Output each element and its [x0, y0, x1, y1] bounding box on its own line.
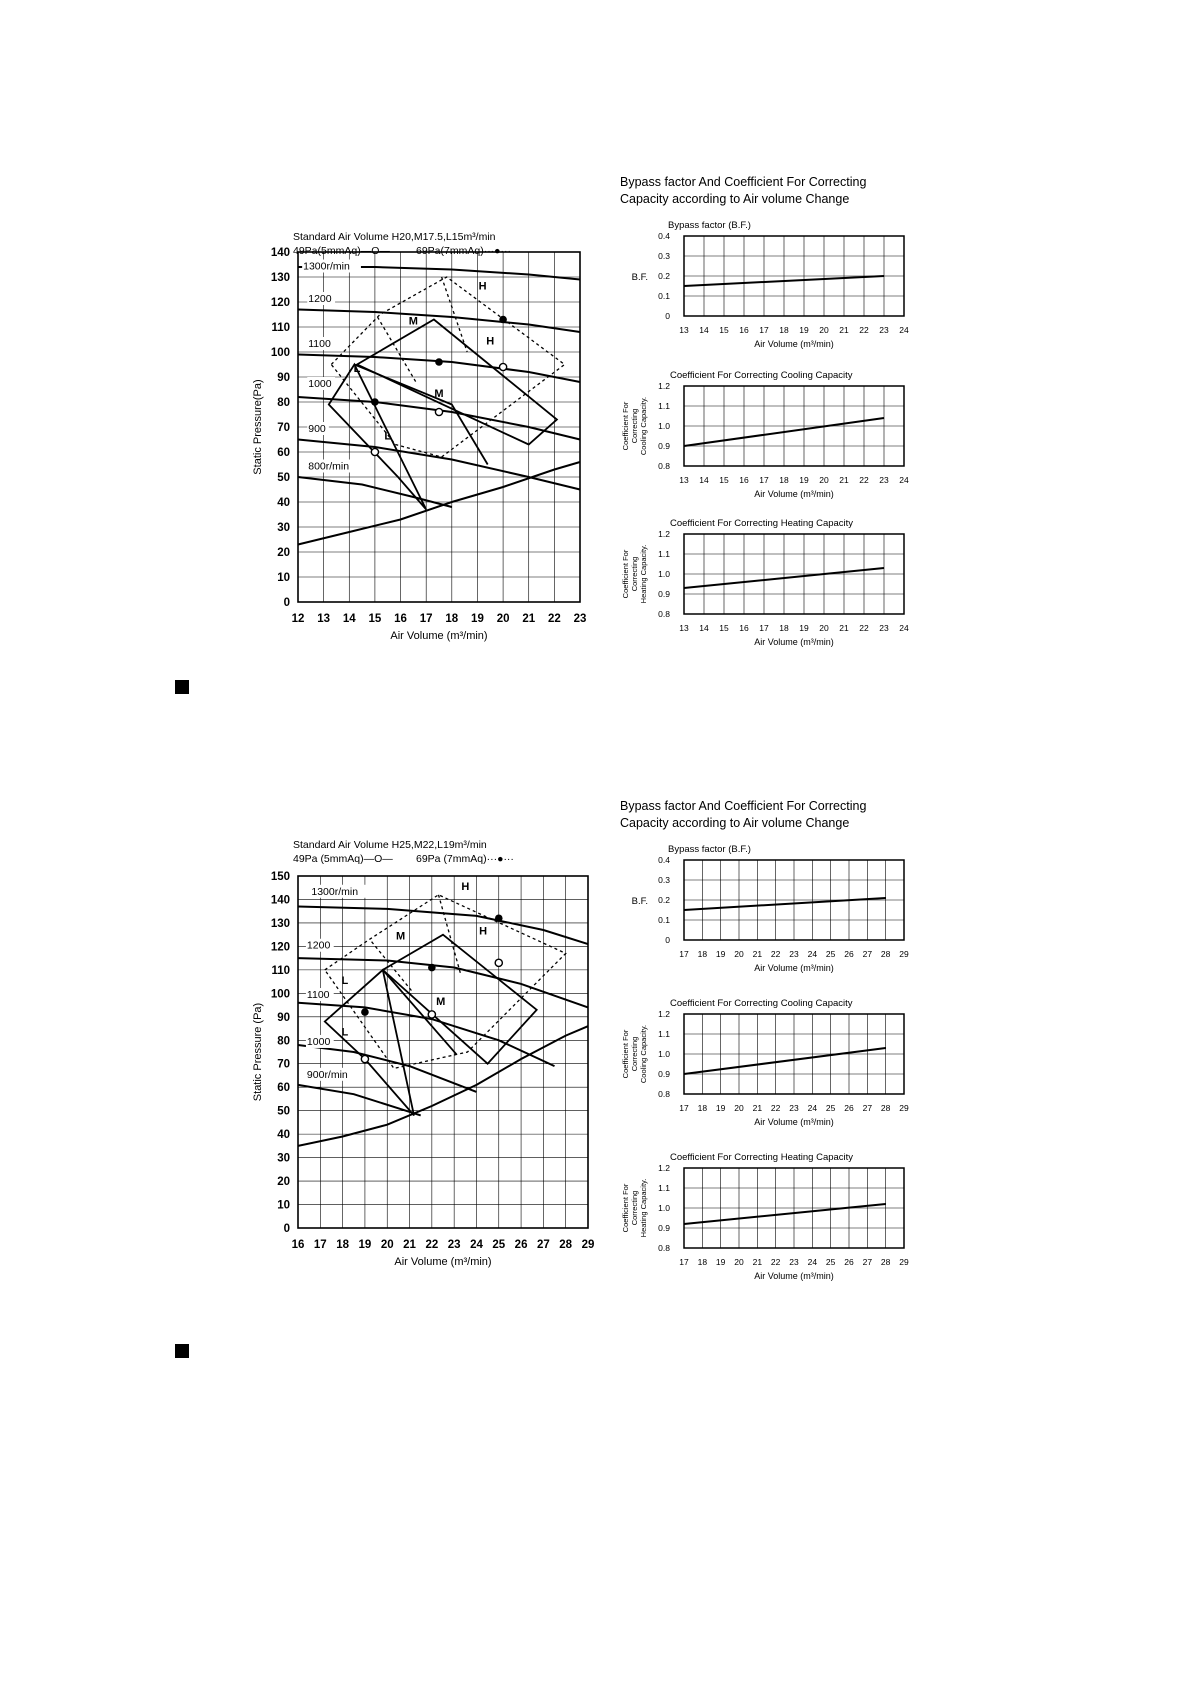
y-axis-label-line: Correcting	[630, 1036, 639, 1072]
series-line	[684, 1048, 886, 1074]
x-tick-label: 18	[697, 1257, 708, 1267]
fan-speed-curve	[298, 310, 580, 333]
x-tick-label: 17	[679, 1257, 689, 1267]
x-axis-label: Air Volume (m³/min)	[754, 1271, 834, 1281]
y-tick-label: 1.2	[658, 1163, 670, 1173]
y-tick-label: 90	[277, 372, 290, 384]
speed-label: 1000	[308, 378, 332, 390]
y-tick-label: 1.2	[658, 1009, 670, 1019]
legend-standard-air-volume: Standard Air Volume H20,M17.5,L15m³/min	[293, 231, 496, 243]
legend-49pa: 49Pa (5mmAq)—O—	[293, 853, 393, 865]
point-69pa	[499, 316, 507, 324]
y-axis-label-line: Heating Capacity.	[639, 544, 648, 604]
x-tick-label: 19	[471, 613, 484, 625]
x-tick-label: 18	[779, 325, 789, 335]
y-tick-label: 0.9	[658, 589, 670, 599]
x-tick-label: 22	[425, 1239, 439, 1251]
x-tick-label: 24	[807, 1103, 818, 1113]
y-tick-label: 40	[277, 1129, 290, 1142]
operating-region-solid	[325, 970, 414, 1116]
x-tick-label: 28	[559, 1239, 573, 1251]
region-label: H	[461, 881, 470, 894]
x-tick-label: 25	[492, 1239, 506, 1251]
point-69pa	[361, 1008, 369, 1016]
x-tick-label: 13	[317, 613, 331, 625]
y-tick-label: 20	[277, 547, 290, 559]
y-axis-label-line: Coefficient For	[621, 1183, 630, 1233]
legend-69pa: 69Pa (7mmAq)···●···	[416, 853, 514, 865]
y-tick-label: 1.0	[658, 421, 670, 431]
x-tick-label: 22	[770, 1103, 781, 1113]
x-tick-label: 18	[697, 1103, 708, 1113]
y-axis-label: B.F.	[631, 272, 648, 283]
operating-region-dashed	[442, 277, 468, 352]
small-chart-title: Bypass factor (B.F.)	[668, 220, 751, 231]
x-tick-label: 23	[789, 1257, 799, 1267]
y-tick-label: 60	[277, 1082, 290, 1095]
y-tick-label: 30	[277, 522, 290, 534]
system-resistance-curve	[298, 1026, 588, 1146]
x-tick-label: 13	[679, 623, 689, 633]
speed-label: 1200	[308, 293, 332, 305]
y-tick-label: 110	[271, 964, 290, 977]
x-tick-label: 27	[862, 1103, 873, 1113]
x-tick-label: 25	[825, 949, 836, 959]
x-tick-label: 23	[573, 613, 587, 625]
y-tick-label: 0.8	[658, 1089, 670, 1099]
x-tick-label: 21	[522, 613, 536, 625]
side-charts-2	[620, 796, 920, 1290]
y-axis-label: B.F.	[631, 896, 648, 907]
x-tick-label: 28	[880, 1103, 891, 1113]
y-tick-label: 70	[277, 422, 290, 434]
x-tick-label: 26	[514, 1239, 528, 1251]
y-tick-label: 120	[270, 297, 290, 309]
y-tick-label: 0	[283, 1223, 290, 1235]
speed-label: 900	[308, 423, 326, 435]
region-label: L	[341, 1026, 349, 1039]
x-tick-label: 18	[445, 613, 459, 625]
speed-label: 1300r/min	[311, 885, 359, 898]
point-49pa	[428, 1011, 435, 1018]
x-tick-label: 17	[679, 1103, 689, 1113]
small-chart-title: Bypass factor (B.F.)	[668, 844, 751, 855]
x-tick-label: 17	[679, 949, 689, 959]
x-tick-label: 20	[496, 613, 510, 625]
x-tick-label: 16	[394, 613, 407, 625]
x-tick-label: 26	[844, 1103, 854, 1113]
fan-chart-1	[250, 228, 595, 656]
x-tick-label: 17	[419, 613, 433, 625]
y-tick-label: 0.9	[658, 1069, 670, 1079]
x-tick-label: 19	[799, 623, 809, 633]
region-label: H	[479, 925, 488, 938]
x-tick-label: 14	[699, 475, 709, 485]
y-tick-label: 110	[271, 322, 290, 334]
x-tick-label: 20	[734, 1103, 744, 1113]
y-tick-label: 40	[277, 497, 290, 509]
y-tick-label: 50	[277, 1105, 290, 1118]
point-69pa	[435, 358, 443, 366]
y-axis-label-line: Cooling Capacity.	[639, 1024, 648, 1084]
y-axis-label-line: Coefficient For	[621, 549, 630, 599]
x-tick-label: 20	[819, 325, 829, 335]
y-tick-label: 1.0	[658, 1203, 670, 1213]
x-tick-label: 28	[880, 949, 891, 959]
x-tick-label: 19	[715, 1257, 726, 1267]
y-axis-label-line: Correcting	[630, 408, 639, 444]
y-tick-label: 60	[277, 447, 290, 459]
x-axis-label: Air Volume (m³/min)	[754, 339, 834, 349]
y-tick-label: 140	[270, 247, 290, 259]
speed-label: 1200	[306, 939, 331, 952]
y-tick-label: 0.3	[658, 875, 670, 885]
legend-69pa: 69Pa(7mmAq)···●···	[416, 245, 512, 257]
region-label: L	[341, 974, 349, 987]
x-tick-label: 14	[342, 613, 356, 625]
x-tick-label: 15	[719, 325, 729, 335]
x-axis-label: Air Volume (m³/min)	[394, 1256, 492, 1268]
x-tick-label: 13	[679, 475, 689, 485]
x-axis-label: Air Volume (m³/min)	[754, 637, 834, 647]
x-tick-label: 21	[839, 325, 849, 335]
bullet-marker-1	[175, 680, 189, 694]
x-tick-label: 21	[752, 949, 763, 959]
speed-label: 1100	[308, 338, 331, 350]
x-tick-label: 24	[470, 1239, 483, 1251]
x-tick-label: 20	[819, 623, 829, 633]
side-title-line-2: Capacity according to Air volume Change	[620, 192, 850, 206]
region-label: M	[408, 315, 418, 328]
x-tick-label: 19	[799, 325, 809, 335]
fan-speed-curve	[298, 907, 588, 945]
legend-standard-air-volume: Standard Air Volume H25,M22,L19m³/min	[293, 839, 487, 851]
x-tick-label: 20	[380, 1239, 394, 1251]
x-tick-label: 22	[770, 1257, 781, 1267]
x-tick-label: 23	[789, 1103, 799, 1113]
speed-label: 900r/min	[306, 1068, 348, 1081]
x-tick-label: 15	[719, 623, 729, 633]
x-tick-label: 22	[859, 325, 869, 335]
x-tick-label: 23	[879, 475, 889, 485]
y-tick-label: 10	[277, 572, 290, 584]
point-49pa	[371, 448, 378, 455]
x-tick-label: 22	[859, 623, 869, 633]
y-axis-label-line: Cooling Capacity.	[639, 396, 648, 456]
x-tick-label: 18	[779, 475, 789, 485]
x-tick-label: 24	[807, 1257, 818, 1267]
y-tick-label: 1.1	[658, 1029, 670, 1039]
operating-region-solid	[383, 935, 537, 1064]
y-tick-label: 0.4	[658, 855, 670, 865]
small-chart-title: Coefficient For Correcting Cooling Capacity	[670, 370, 853, 381]
y-tick-label: 70	[277, 1058, 290, 1071]
side-title-line-2: Capacity according to Air volume Change	[620, 816, 850, 830]
x-axis-label: Air Volume (m³/min)	[390, 630, 488, 642]
x-tick-label: 18	[697, 949, 708, 959]
y-tick-label: 0.3	[658, 251, 670, 261]
x-tick-label: 21	[839, 475, 849, 485]
x-tick-label: 17	[759, 325, 769, 335]
y-tick-label: 0.9	[658, 1223, 670, 1233]
y-tick-label: 0	[665, 935, 670, 945]
y-tick-label: 0.2	[658, 271, 670, 281]
y-tick-label: 1.1	[658, 1183, 670, 1193]
y-axis-label: Static Pressure (Pa)	[252, 1002, 264, 1102]
x-axis-label: Air Volume (m³/min)	[754, 489, 834, 499]
y-axis-label: Static Pressure(Pa)	[252, 379, 264, 475]
x-tick-label: 27	[536, 1239, 550, 1251]
y-tick-label: 0	[283, 597, 290, 609]
x-tick-label: 19	[715, 1103, 726, 1113]
speed-label: 800r/min	[308, 460, 350, 473]
point-49pa	[435, 408, 442, 415]
y-axis-label-line: Heating Capacity.	[639, 1178, 648, 1238]
x-tick-label: 23	[447, 1239, 461, 1251]
legend-49pa: 49Pa(5mmAq)—O—	[293, 245, 390, 257]
x-axis-label: Air Volume (m³/min)	[754, 1117, 834, 1127]
x-tick-label: 21	[752, 1103, 763, 1113]
x-tick-label: 14	[699, 623, 709, 633]
y-tick-label: 1.0	[658, 1049, 670, 1059]
x-tick-label: 15	[719, 475, 729, 485]
x-tick-label: 26	[844, 1257, 854, 1267]
speed-label: 1300r/min	[303, 260, 350, 273]
x-tick-label: 18	[779, 623, 789, 633]
y-tick-label: 0.8	[658, 1243, 670, 1253]
x-axis-label: Air Volume (m³/min)	[754, 963, 834, 973]
x-tick-label: 22	[859, 475, 869, 485]
y-axis-label-line: Coefficient For	[621, 1029, 630, 1079]
small-chart-title: Coefficient For Correcting Heating Capacity	[670, 518, 854, 529]
x-tick-label: 24	[807, 949, 818, 959]
y-tick-label: 90	[277, 1011, 290, 1024]
x-tick-label: 25	[825, 1103, 836, 1113]
y-tick-label: 0.1	[658, 915, 670, 925]
x-tick-label: 14	[699, 325, 709, 335]
series-line	[684, 1204, 886, 1224]
x-tick-label: 25	[825, 1257, 836, 1267]
x-tick-label: 23	[879, 325, 889, 335]
y-tick-label: 0.9	[658, 441, 670, 451]
y-axis-label-line: Coefficient For	[621, 401, 630, 451]
x-tick-label: 19	[715, 949, 726, 959]
x-tick-label: 15	[368, 613, 382, 625]
y-tick-label: 1.1	[658, 401, 670, 411]
small-chart-title: Coefficient For Correcting Cooling Capacity	[670, 998, 853, 1009]
y-tick-label: 1.2	[658, 381, 670, 391]
y-tick-label: 1.0	[658, 569, 670, 579]
y-tick-label: 10	[277, 1199, 290, 1212]
y-tick-label: 100	[270, 347, 290, 359]
y-tick-label: 0.8	[658, 461, 670, 471]
y-tick-label: 0.8	[658, 609, 670, 619]
x-tick-label: 20	[734, 949, 744, 959]
y-tick-label: 0	[665, 311, 670, 321]
x-tick-label: 16	[739, 623, 749, 633]
x-tick-label: 24	[899, 475, 909, 485]
y-tick-label: 130	[270, 272, 290, 284]
region-label: L	[384, 430, 392, 443]
point-49pa	[495, 959, 502, 966]
side-title-line-1: Bypass factor And Coefficient For Correcting	[620, 799, 867, 813]
region-label: M	[396, 930, 406, 943]
x-tick-label: 27	[862, 949, 873, 959]
x-tick-label: 29	[899, 949, 909, 959]
x-tick-label: 19	[799, 475, 809, 485]
x-tick-label: 29	[899, 1103, 909, 1113]
y-axis-label-line: Correcting	[630, 1190, 639, 1226]
x-tick-label: 27	[862, 1257, 873, 1267]
y-tick-label: 120	[270, 941, 290, 954]
x-tick-label: 21	[839, 623, 849, 633]
point-69pa	[371, 398, 379, 406]
y-tick-label: 50	[277, 472, 290, 484]
side-charts-1	[620, 172, 920, 656]
x-tick-label: 26	[844, 949, 854, 959]
fan-chart-2	[250, 836, 595, 1276]
point-49pa	[499, 363, 506, 370]
y-tick-label: 100	[270, 988, 290, 1001]
x-tick-label: 21	[752, 1257, 763, 1267]
x-tick-label: 20	[819, 475, 829, 485]
operating-region-dashed	[331, 277, 564, 457]
y-tick-label: 150	[270, 871, 290, 883]
y-tick-label: 0.1	[658, 291, 670, 301]
x-tick-label: 29	[581, 1239, 595, 1251]
x-tick-label: 24	[899, 623, 909, 633]
x-tick-label: 16	[739, 325, 749, 335]
x-tick-label: 22	[547, 613, 561, 625]
y-tick-label: 30	[277, 1152, 290, 1165]
operating-region-dashed	[372, 942, 412, 991]
x-tick-label: 17	[313, 1239, 327, 1251]
y-tick-label: 0.2	[658, 895, 670, 905]
region-label: M	[436, 996, 446, 1009]
y-tick-label: 80	[277, 1035, 290, 1048]
x-tick-label: 13	[679, 325, 689, 335]
x-tick-label: 23	[879, 623, 889, 633]
x-tick-label: 24	[899, 325, 909, 335]
region-label: M	[434, 388, 444, 400]
y-tick-label: 130	[270, 917, 290, 930]
x-tick-label: 20	[734, 1257, 744, 1267]
x-tick-label: 21	[403, 1239, 416, 1251]
point-69pa	[428, 964, 436, 972]
x-tick-label: 29	[899, 1257, 909, 1267]
point-49pa	[361, 1055, 368, 1062]
x-tick-label: 17	[759, 475, 769, 485]
plot-frame	[298, 876, 588, 1228]
y-tick-label: 80	[277, 397, 290, 409]
x-tick-label: 12	[291, 613, 305, 625]
x-tick-label: 16	[739, 475, 749, 485]
region-label: L	[353, 363, 361, 375]
side-title-line-1: Bypass factor And Coefficient For Correcting	[620, 175, 867, 189]
bullet-marker-2	[175, 1344, 189, 1358]
y-tick-label: 20	[277, 1176, 290, 1189]
x-tick-label: 22	[770, 949, 781, 959]
point-69pa	[495, 914, 503, 922]
x-tick-label: 19	[358, 1239, 372, 1251]
x-tick-label: 17	[759, 623, 769, 633]
y-tick-label: 1.2	[658, 529, 670, 539]
speed-label: 1100	[306, 989, 330, 1002]
region-label: H	[486, 335, 495, 348]
speed-label: 1000	[306, 1035, 331, 1048]
y-tick-label: 140	[270, 894, 290, 907]
region-label: H	[478, 280, 487, 293]
y-axis-label-line: Correcting	[630, 556, 639, 592]
y-tick-label: 1.1	[658, 549, 670, 559]
small-chart-title: Coefficient For Correcting Heating Capacity	[670, 1152, 854, 1163]
x-tick-label: 23	[789, 949, 799, 959]
x-tick-label: 18	[336, 1239, 350, 1251]
x-tick-label: 16	[291, 1239, 305, 1251]
x-tick-label: 28	[880, 1257, 891, 1267]
y-tick-label: 0.4	[658, 231, 670, 241]
